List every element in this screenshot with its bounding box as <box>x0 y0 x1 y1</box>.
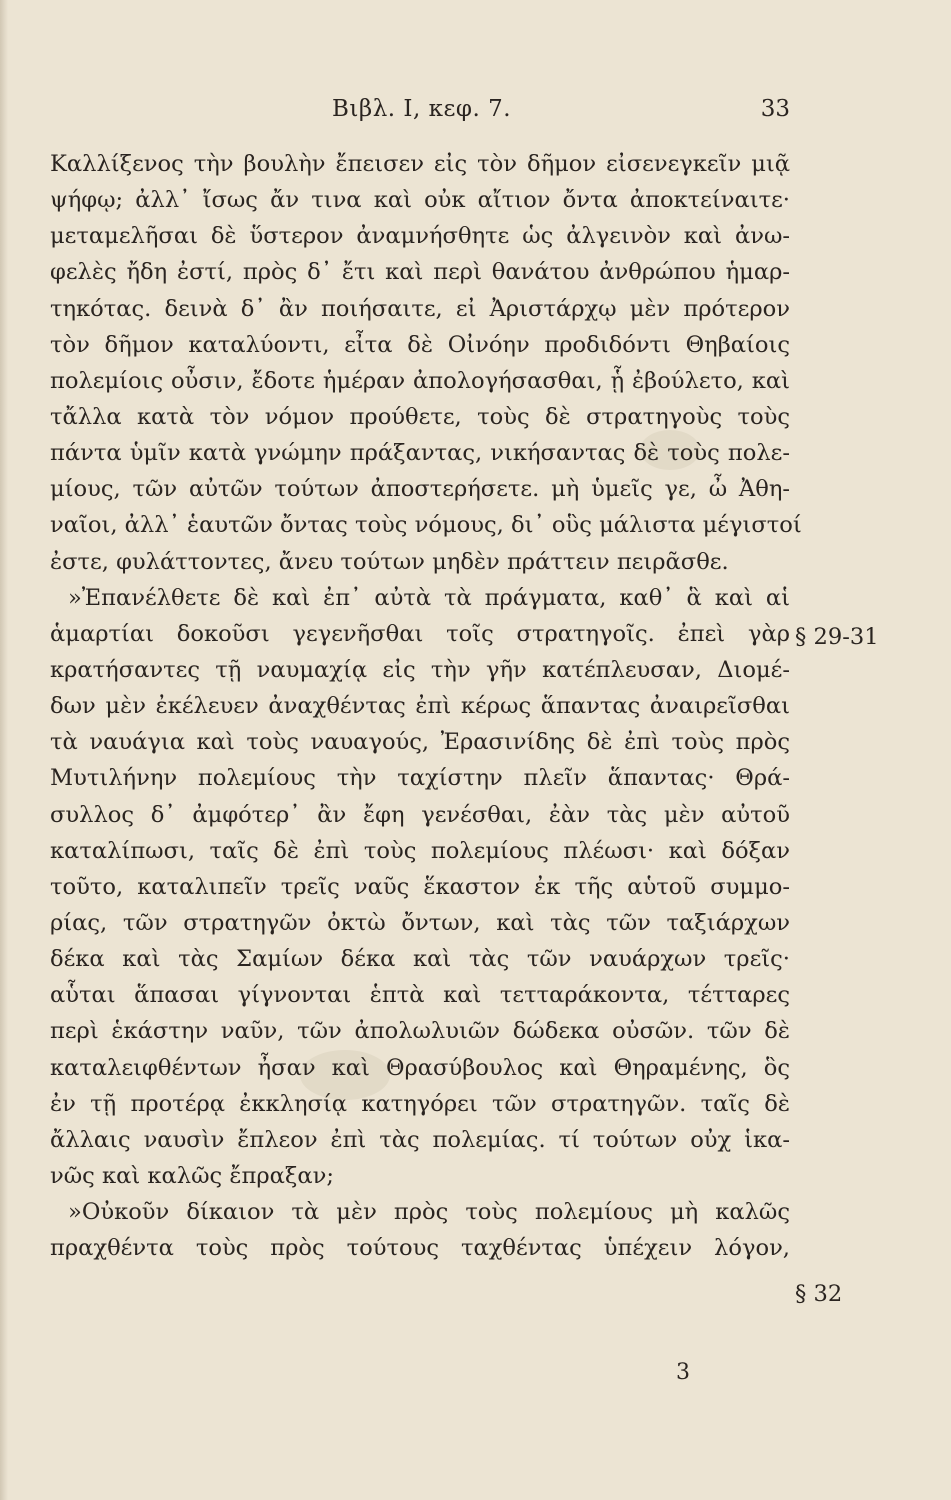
text-line: Μυτιλήνην πολεμίους τὴν ταχίστην πλεῖν ἅπαντας· Θρά- <box>50 765 790 792</box>
text-line: Καλλίξενος τὴν βουλὴν ἔπεισεν εἰς τὸν δῆμον εἰσενεγκεῖν μιᾷ <box>50 151 790 177</box>
text-line: μίους, τῶν αὐτῶν τούτων ἀποστερήσετε. μὴ ὑμεῖς γε, ὦ Ἀθη- <box>50 476 790 503</box>
text-line: ρίας, τῶν στρατηγῶν ὀκτὼ ὄντων, καὶ τὰς τῶν ταξιάρχων <box>50 909 790 936</box>
text-line: περὶ ἑκάστην ναῦν, τῶν ἀπολωλυιῶν δώδεκα οὐσῶν. τῶν δὲ <box>50 1018 790 1045</box>
text-line: νῶς καὶ καλῶς ἔπραξαν; <box>50 1162 334 1189</box>
page-edge-shadow <box>0 0 8 1500</box>
text-line: μεταμελῆσαι δὲ ὕστερον ἀναμνήσθητε ὡς ἀλγεινὸν καὶ ἀνω- <box>50 223 790 250</box>
text-line: αὗται ἅπασαι γίγνονται ἑπτὰ καὶ τετταράκοντα, τέτταρες <box>50 982 790 1009</box>
text-line: δέκα καὶ τὰς Σαμίων δέκα καὶ τὰς τῶν ναυάρχων τρεῖς· <box>50 946 790 973</box>
text-line: τἄλλα κατὰ τὸν νόμον προύθετε, τοὺς δὲ στρατηγοὺς τοὺς <box>50 403 790 430</box>
text-line: ἁμαρτίαι δοκοῦσι γεγενῆσθαι τοῖς στρατηγοῖς. ἐπεὶ γὰρ <box>50 620 790 647</box>
text-line: τοῦτο, καταλιπεῖν τρεῖς ναῦς ἕκαστον ἐκ τῆς αὑτοῦ συμμο- <box>50 873 790 900</box>
text-line: συλλος δ᾽ ἀμφότερ᾽ ἂν ἔφη γενέσθαι, ἐὰν τὰς μὲν αὐτοῦ <box>50 801 790 828</box>
page-number: 33 <box>760 96 790 122</box>
running-head: Βιβλ. Ι, κεφ. 7. <box>332 96 512 122</box>
text-line: ἄλλαις ναυσὶν ἔπλεον ἐπὶ τὰς πολεμίας. τί τούτων οὐχ ἱκα- <box>50 1126 790 1153</box>
text-line: τὸν δῆμον καταλύοντι, εἶτα δὲ Οἰνόην προδιδόντι Θηβαίοις <box>50 331 790 358</box>
paragraph-start-line: »Οὐκοῦν δίκαιον τὰ μὲν πρὸς τοὺς πολεμίους μὴ καλῶς <box>68 1199 790 1226</box>
text-line: καταλίπωσι, ταῖς δὲ ἐπὶ τοὺς πολεμίους πλέωσι· καὶ δόξαν <box>50 837 790 864</box>
text-line: ναῖοι, ἀλλ᾽ ἑαυτῶν ὄντας τοὺς νόμους, δι᾽ οὓς μάλιστα μέγιστοί <box>50 512 802 539</box>
text-line: κρατήσαντες τῇ ναυμαχίᾳ εἰς τὴν γῆν κατέπλευσαν, Διομέ- <box>50 656 790 683</box>
signature-mark: 3 <box>676 1360 690 1385</box>
margin-section-note: § 32 <box>795 1281 843 1307</box>
text-line: πάντα ὑμῖν κατὰ γνώμην πράξαντας, νικήσαντας δὲ τοὺς πολε- <box>50 440 790 467</box>
text-line: φελὲς ἤδη ἐστί, πρὸς δ᾽ ἔτι καὶ περὶ θανάτου ἀνθρώπου ἡμαρ- <box>50 259 790 286</box>
page-header <box>50 96 790 132</box>
text-line: τὰ ναυάγια καὶ τοὺς ναυαγούς, Ἐρασινίδης δὲ ἐπὶ τοὺς πρὸς <box>50 729 790 756</box>
text-line: ψήφῳ; ἀλλ᾽ ἴσως ἄν τινα καὶ οὐκ αἴτιον ὄντα ἀποκτείναιτε· <box>50 187 790 214</box>
text-line: τηκότας. δεινὰ δ᾽ ἂν ποιήσαιτε, εἰ Ἀριστάρχῳ μὲν πρότερον <box>50 295 790 322</box>
text-line: πολεμίοις οὖσιν, ἔδοτε ἡμέραν ἀπολογήσασθαι, ᾗ ἐβούλετο, καὶ <box>50 367 790 394</box>
text-line: πραχθέντα τοὺς πρὸς τούτους ταχθέντας ὑπέχειν λόγον, <box>50 1235 790 1262</box>
text-line: ἐν τῇ προτέρᾳ ἐκκλησίᾳ κατηγόρει τῶν στρατηγῶν. ταῖς δὲ <box>50 1090 790 1117</box>
text-line: δων μὲν ἐκέλευεν ἀναχθέντας ἐπὶ κέρως ἅπαντας ἀναιρεῖσθαι <box>50 693 790 720</box>
main-text <box>50 146 802 1266</box>
text-line: καταλειφθέντων ἦσαν καὶ Θρασύβουλος καὶ Θηραμένης, ὃς <box>50 1054 790 1081</box>
paragraph-start-line: »Ἐπανέλθετε δὲ καὶ ἐπ᾽ αὐτὰ τὰ πράγματα, καθ᾽ ἃ καὶ αἱ <box>68 584 790 611</box>
margin-section-note: § 29-31 <box>795 624 879 650</box>
text-line: ἐστε, φυλάττοντες, ἄνευ τούτων μηδὲν πράττειν πειρᾶσθε. <box>50 548 729 575</box>
